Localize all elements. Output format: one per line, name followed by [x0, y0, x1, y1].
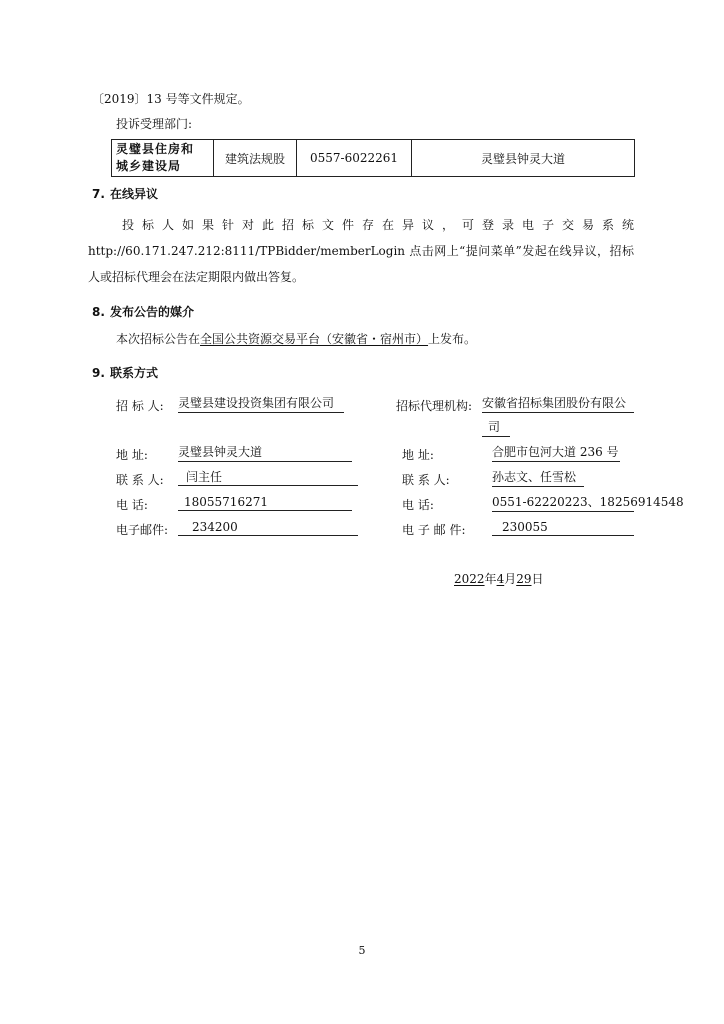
- department-name-line1: 灵璧县住房和: [116, 142, 195, 156]
- date-day-suffix: 日: [531, 572, 544, 586]
- tenderer-email-value: 234200: [178, 519, 358, 536]
- date-day: 29: [516, 572, 532, 586]
- tenderer-contact-label: 联 系 人:: [116, 473, 164, 487]
- tenderer-label: 招 标 人:: [116, 399, 164, 413]
- agency-email-value: 230055: [492, 519, 634, 536]
- agency-address-label: 地 址:: [402, 448, 434, 462]
- agency-email-label: 电 子 邮 件:: [402, 523, 466, 537]
- agency-contact-value: 孙志文、任雪松: [492, 469, 584, 487]
- publishing-platform-link[interactable]: 全国公共资源交易平台（安徽省・宿州市）: [200, 332, 429, 346]
- section-8-text-before: 本次招标公告在: [116, 332, 201, 346]
- regulation-reference-line: 〔2019〕13 号等文件规定。: [92, 92, 250, 106]
- section-8-text-after: 上发布。: [428, 332, 477, 346]
- tenderer-email-label: 电子邮件:: [116, 523, 169, 537]
- tenderer-phone-label: 电 话:: [116, 498, 148, 512]
- document-date: [454, 571, 544, 587]
- section-7-heading: [92, 185, 158, 202]
- page-number: 5: [358, 944, 366, 957]
- tenderer-value: 灵璧县建设投资集团有限公司: [178, 395, 344, 413]
- section-8-title: 发布公告的媒介: [110, 305, 195, 319]
- table-row: [112, 140, 635, 177]
- section-9-heading: [92, 364, 158, 381]
- tenderer-phone-value: 18055716271: [178, 494, 352, 511]
- agency-value-line2: 司: [482, 419, 510, 437]
- complaint-department-table: [111, 139, 635, 177]
- agency-value-line1: 安徽省招标集团股份有限公: [482, 395, 634, 413]
- agency-label: 招标代理机构:: [396, 399, 473, 413]
- section-7-title: 在线异议: [110, 187, 159, 201]
- department-cell: [112, 140, 214, 177]
- section-7-text: 投标人如果针对此招标文件存在异议，可登录电子交易系统 http://60.171.247.212:8111/TPBidder/memberLogin 点击网上“提问菜单”发起在线异议，招标人或招标代理会在法定期限内做出答复。: [88, 218, 634, 284]
- date-month: 4: [496, 572, 505, 586]
- date-year-suffix: 年: [484, 572, 497, 586]
- section-8-paragraph: [116, 331, 476, 347]
- section-8-number: 8.: [92, 305, 105, 319]
- tenderer-address-label: 地 址:: [116, 448, 148, 462]
- department-name-line2: 城乡建设局: [116, 159, 182, 173]
- section-7-paragraph: [88, 212, 634, 290]
- section-9-number: 9.: [92, 366, 105, 380]
- tenderer-contact-value: 闫主任: [178, 469, 358, 486]
- section-7-number: 7.: [92, 187, 105, 201]
- complaint-department-label: 投诉受理部门:: [116, 117, 193, 131]
- agency-phone-label: 电 话:: [402, 498, 434, 512]
- date-year: 2022: [454, 572, 485, 586]
- tenderer-address-value: 灵璧县钟灵大道: [178, 444, 352, 462]
- address-cell: 灵璧县钟灵大道: [412, 140, 635, 177]
- section-9-title: 联系方式: [110, 366, 159, 380]
- agency-phone-value: 0551-62220223、18256914548: [492, 494, 634, 512]
- section-cell: 建筑法规股: [214, 140, 297, 177]
- agency-contact-label: 联 系 人:: [402, 473, 450, 487]
- date-month-suffix: 月: [504, 572, 517, 586]
- agency-address-value: 合肥市包河大道 236 号: [492, 444, 620, 462]
- phone-cell: 0557-6022261: [297, 140, 412, 177]
- section-8-heading: [92, 303, 194, 320]
